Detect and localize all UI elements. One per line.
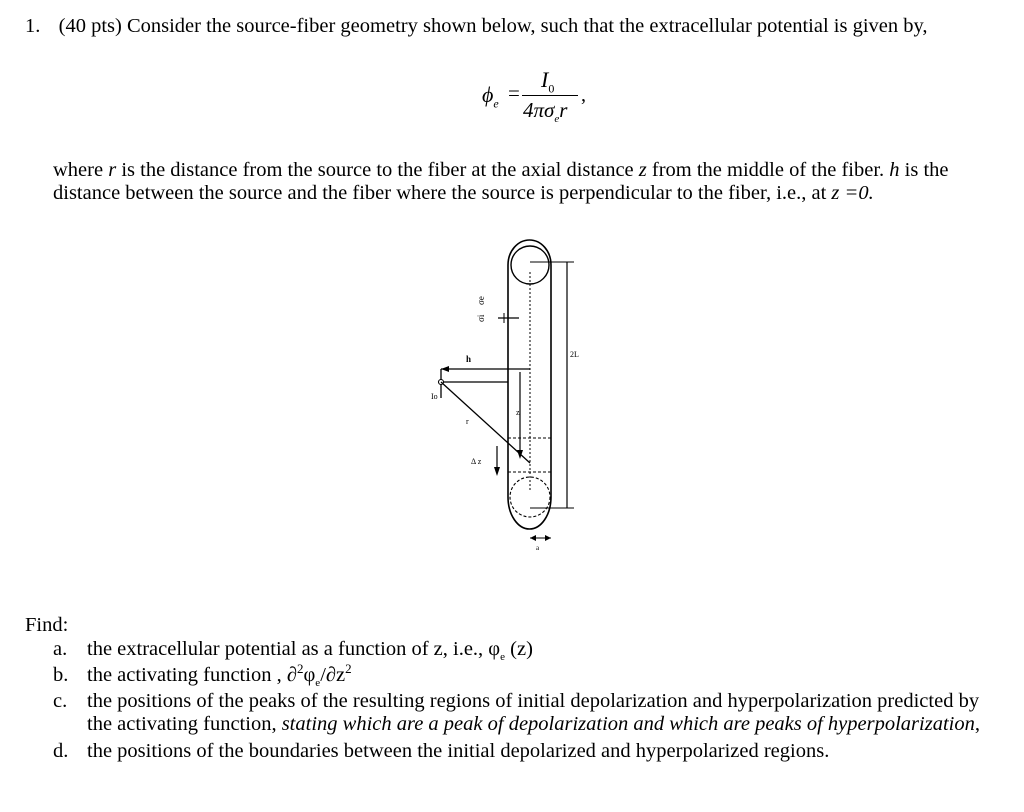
find-item-c	[53, 690, 1003, 736]
label-io: Io	[431, 392, 438, 401]
find-item-sup2: 2	[345, 661, 352, 677]
fiber-bottom-section	[510, 477, 550, 517]
question-header	[25, 15, 928, 38]
find-item-text-end: ,	[974, 713, 980, 735]
equation-denominator-r: r	[559, 98, 568, 122]
find-item-text: the activating function , ∂	[87, 664, 297, 686]
equation-equals: =	[508, 81, 520, 105]
equation-numerator-I: I	[541, 67, 549, 92]
label-r: r	[466, 417, 469, 426]
find-item-b	[53, 661, 1003, 690]
find-item-sub: e	[500, 651, 506, 664]
fiber-bottom-cap	[508, 497, 551, 529]
find-item-italic: stating which are a peak of depolarization and which are peaks of hyperpolarization	[281, 713, 975, 735]
label-a: a	[536, 544, 540, 552]
desc-var-h: h	[889, 159, 900, 181]
fiber-top-section	[511, 246, 549, 284]
z-arrowhead	[517, 450, 523, 459]
equation-numerator-sub: 0	[548, 81, 555, 96]
equation-numerator	[541, 67, 555, 96]
find-item-phi: φ	[303, 664, 316, 686]
desc-var-r: r	[108, 159, 117, 181]
find-item-dz: /∂z	[320, 664, 346, 686]
label-sigma-i: σi	[476, 314, 486, 322]
find-item-text: the positions of the peaks of the resulting regions of initial depolarization and hyperpolarization predicted by the activating function,	[87, 690, 980, 735]
find-item-sub: e	[315, 677, 321, 690]
label-dz: Δ z	[471, 457, 482, 466]
desc-part: is the distance between the source and the fiber where the source is perpendicular to the fiber, i.e., at	[53, 159, 949, 204]
a-arrowhead-left	[530, 535, 536, 541]
source-fiber-figure	[400, 228, 600, 558]
a-arrowhead-right	[545, 535, 551, 541]
find-item-label: d.	[53, 740, 69, 762]
equation-phi: ϕ	[482, 82, 494, 107]
find-heading: Find:	[25, 614, 69, 636]
find-item-label: c.	[53, 690, 68, 712]
equation-lhs	[482, 82, 499, 111]
label-2L: 2L	[570, 350, 579, 359]
h-arrowhead	[441, 366, 449, 372]
find-item-d	[53, 740, 1003, 763]
equation-comma: ,	[581, 84, 586, 106]
equation-denominator-sub: e	[554, 113, 560, 126]
equation-denominator	[523, 98, 568, 126]
desc-var-z: z	[638, 159, 647, 181]
find-item-text: the extracellular potential as a function of z, i.e., φ	[87, 638, 501, 660]
potential-equation	[470, 62, 610, 132]
find-item-text: the positions of the boundaries between the initial depolarized and hyperpolarized regions.	[87, 740, 830, 762]
find-item-c-body	[87, 690, 1003, 736]
label-h: h	[466, 354, 472, 364]
find-item-sup: 2	[296, 661, 304, 677]
dz-arrowhead	[494, 467, 500, 476]
equation-phi-sub: e	[493, 96, 499, 111]
desc-part: from the middle of the fiber.	[646, 159, 890, 181]
desc-part: is the distance from the source to the fiber at the axial distance	[116, 159, 639, 181]
find-item-label: b.	[53, 664, 69, 686]
r-line	[441, 382, 530, 463]
find-item-a	[53, 638, 1003, 664]
find-item-text-end: (z)	[505, 638, 533, 660]
equation-denominator-main: 4πσ	[523, 98, 555, 122]
find-item-label: a.	[53, 638, 68, 660]
question-number: 1.	[25, 15, 41, 37]
label-sigma-e: σe	[476, 296, 486, 305]
description-paragraph	[53, 159, 983, 205]
question-header-text: (40 pts) Consider the source-fiber geometry shown below, such that the extracellular potential is given by,	[58, 15, 928, 37]
fraction-bar	[522, 95, 578, 96]
label-z: z	[516, 408, 520, 417]
desc-part: where	[53, 159, 109, 181]
desc-z-zero: z =0.	[831, 182, 874, 204]
